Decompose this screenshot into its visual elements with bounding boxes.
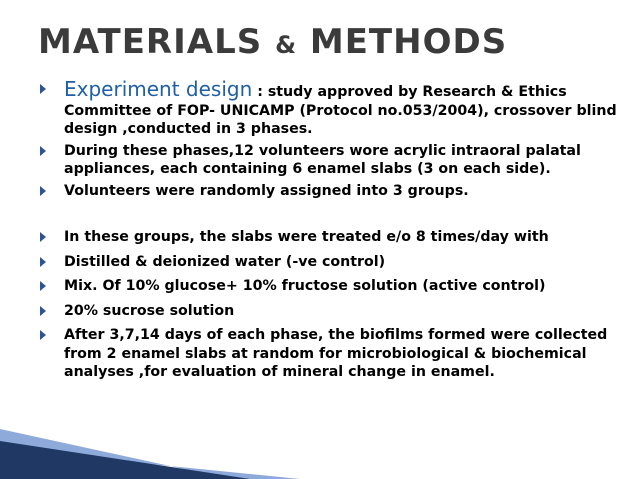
bullet-list (38, 77, 634, 382)
title-main: MATERIALS (38, 22, 263, 62)
bullet-text: Distilled & deionized water (-ve control) (64, 253, 386, 270)
bullet-text: Volunteers were randomly assigned into 3 groups. (64, 182, 469, 199)
bullet-arrow-icon (40, 186, 46, 196)
bullet-arrow-icon (40, 232, 46, 242)
title-ampersand: & (275, 31, 298, 59)
bullet-item (38, 182, 634, 201)
title-end: METHODS (309, 22, 508, 62)
bullet-arrow-icon (40, 306, 46, 316)
inline-heading: Experiment design (64, 77, 253, 101)
bullet-item (38, 326, 634, 382)
bullet-item (38, 228, 634, 247)
bullet-text: After 3,7,14 days of each phase, the biofilms formed were collected from 2 enamel slabs at random for microbiological & biochemical analyses ,for evaluation of mineral change in enamel. (64, 327, 608, 380)
corner-decoration (0, 389, 638, 479)
bullet-text: 20% sucrose solution (64, 302, 235, 319)
bullet-item (38, 77, 634, 139)
bullet-text: Mix. Of 10% glucose+ 10% fructose solution (active control) (64, 278, 546, 294)
bullet-arrow-icon (40, 257, 46, 267)
bullet-arrow-icon (40, 281, 46, 291)
bullet-item (38, 277, 634, 296)
bullet-arrow-icon (40, 84, 46, 94)
bullet-text: : study approved by Research & Ethics Committee of FOP- UNICAMP (Protocol no.053/2004), crossover blind design ,conducted in 3 phases. (64, 84, 617, 137)
bullet-item (38, 142, 634, 179)
bullet-text: In these groups, the slabs were treated e/o 8 times/day with (64, 229, 549, 245)
bullet-item (38, 302, 634, 321)
bullet-text: During these phases,12 volunteers wore acrylic intraoral palatal appliances, each containing 6 enamel slabs (3 on each side). (64, 142, 581, 177)
bullet-arrow-icon (40, 146, 46, 156)
slide-title (38, 22, 507, 65)
bullet-arrow-icon (40, 330, 46, 340)
bullet-item (38, 253, 634, 272)
